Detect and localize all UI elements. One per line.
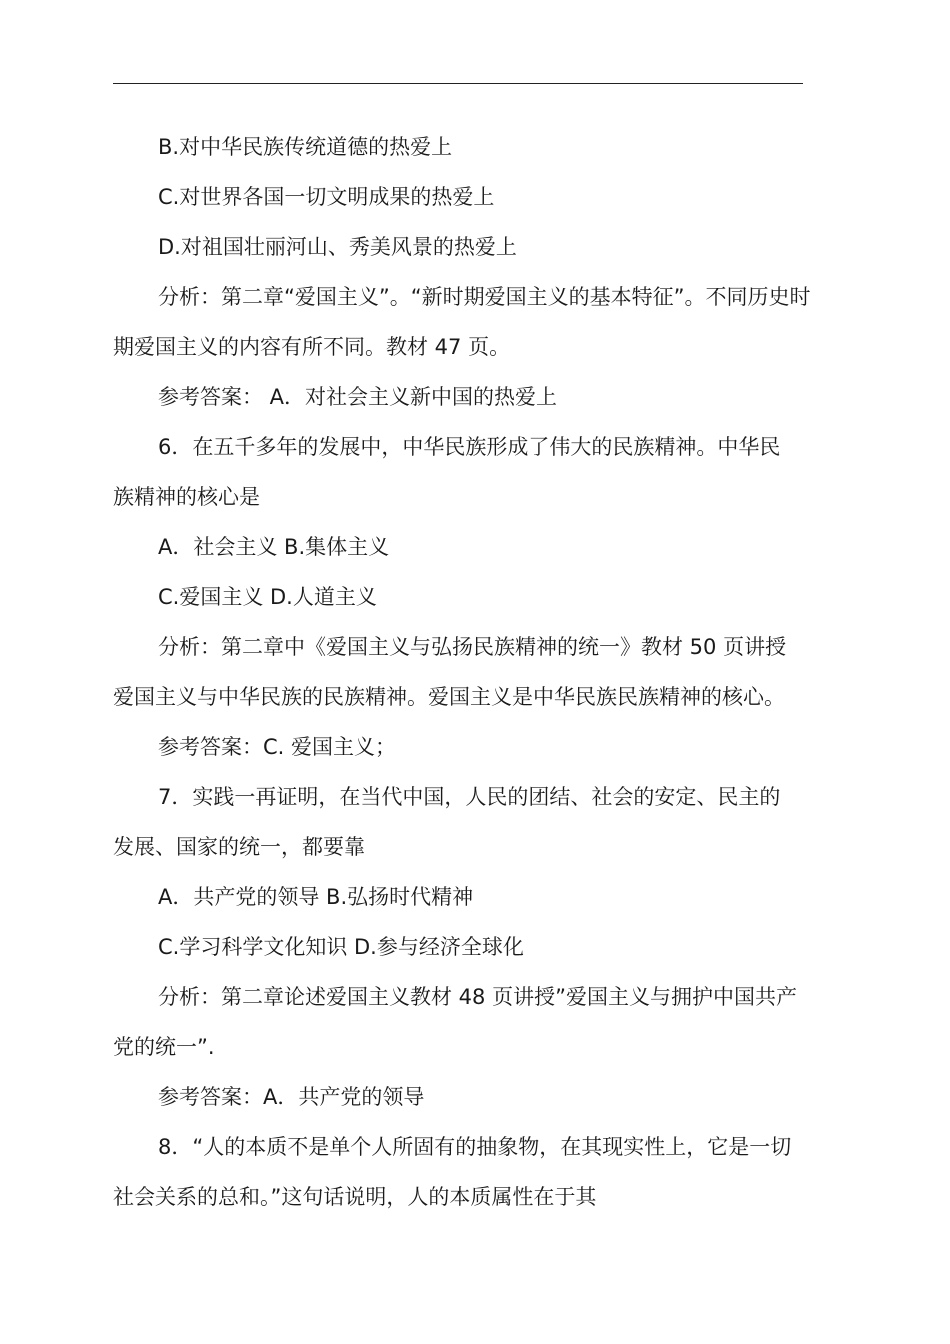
paragraph: A．共产党的领导 B.弘扬时代精神	[158, 885, 474, 909]
paragraph: 7．实践一再证明，在当代中国，人民的团结、社会的安定、民主的	[158, 785, 781, 809]
paragraph: 分析：第二章论述爱国主义教材 48 页讲授”爱国主义与拥护中国共产	[158, 985, 797, 1009]
paragraph: 党的统一”.	[113, 1035, 215, 1059]
paragraph: 参考答案：C. 爱国主义；	[158, 735, 397, 759]
paragraph: C.对世界各国一切文明成果的热爱上	[158, 185, 495, 209]
paragraph: 爱国主义与中华民族的民族精神。爱国主义是中华民族民族精神的核心。	[113, 685, 785, 709]
paragraph: B.对中华民族传统道德的热爱上	[158, 135, 453, 159]
paragraph: 参考答案：A．共产党的领导	[158, 1085, 425, 1109]
paragraph: 发展、国家的统一，都要靠	[113, 835, 365, 859]
paragraph: 分析：第二章中《爱国主义与弘扬民族精神的统一》教材 50 页讲授	[158, 635, 787, 659]
paragraph: A．社会主义 B.集体主义	[158, 535, 390, 559]
paragraph: 8．“人的本质不是单个人所固有的抽象物，在其现实性上，它是一切	[158, 1135, 792, 1159]
paragraph: C.学习科学文化知识 D.参与经济全球化	[158, 935, 524, 959]
paragraph: D.对祖国壮丽河山、秀美风景的热爱上	[158, 235, 517, 259]
paragraph: 期爱国主义的内容有所不同。教材 47 页。	[113, 335, 511, 359]
document-body	[113, 122, 843, 1222]
header-rule	[113, 83, 803, 84]
paragraph: 分析：第二章“爱国主义”。“新时期爱国主义的基本特征”。不同历史时	[158, 285, 811, 309]
paragraph: 6．在五千多年的发展中，中华民族形成了伟大的民族精神。中华民	[158, 435, 781, 459]
paragraph: 社会关系的总和。”这句话说明，人的本质属性在于其	[113, 1185, 597, 1209]
paragraph: 参考答案： A．对社会主义新中国的热爱上	[158, 385, 558, 409]
paragraph: C.爱国主义 D.人道主义	[158, 585, 377, 609]
paragraph: 族精神的核心是	[113, 485, 260, 509]
